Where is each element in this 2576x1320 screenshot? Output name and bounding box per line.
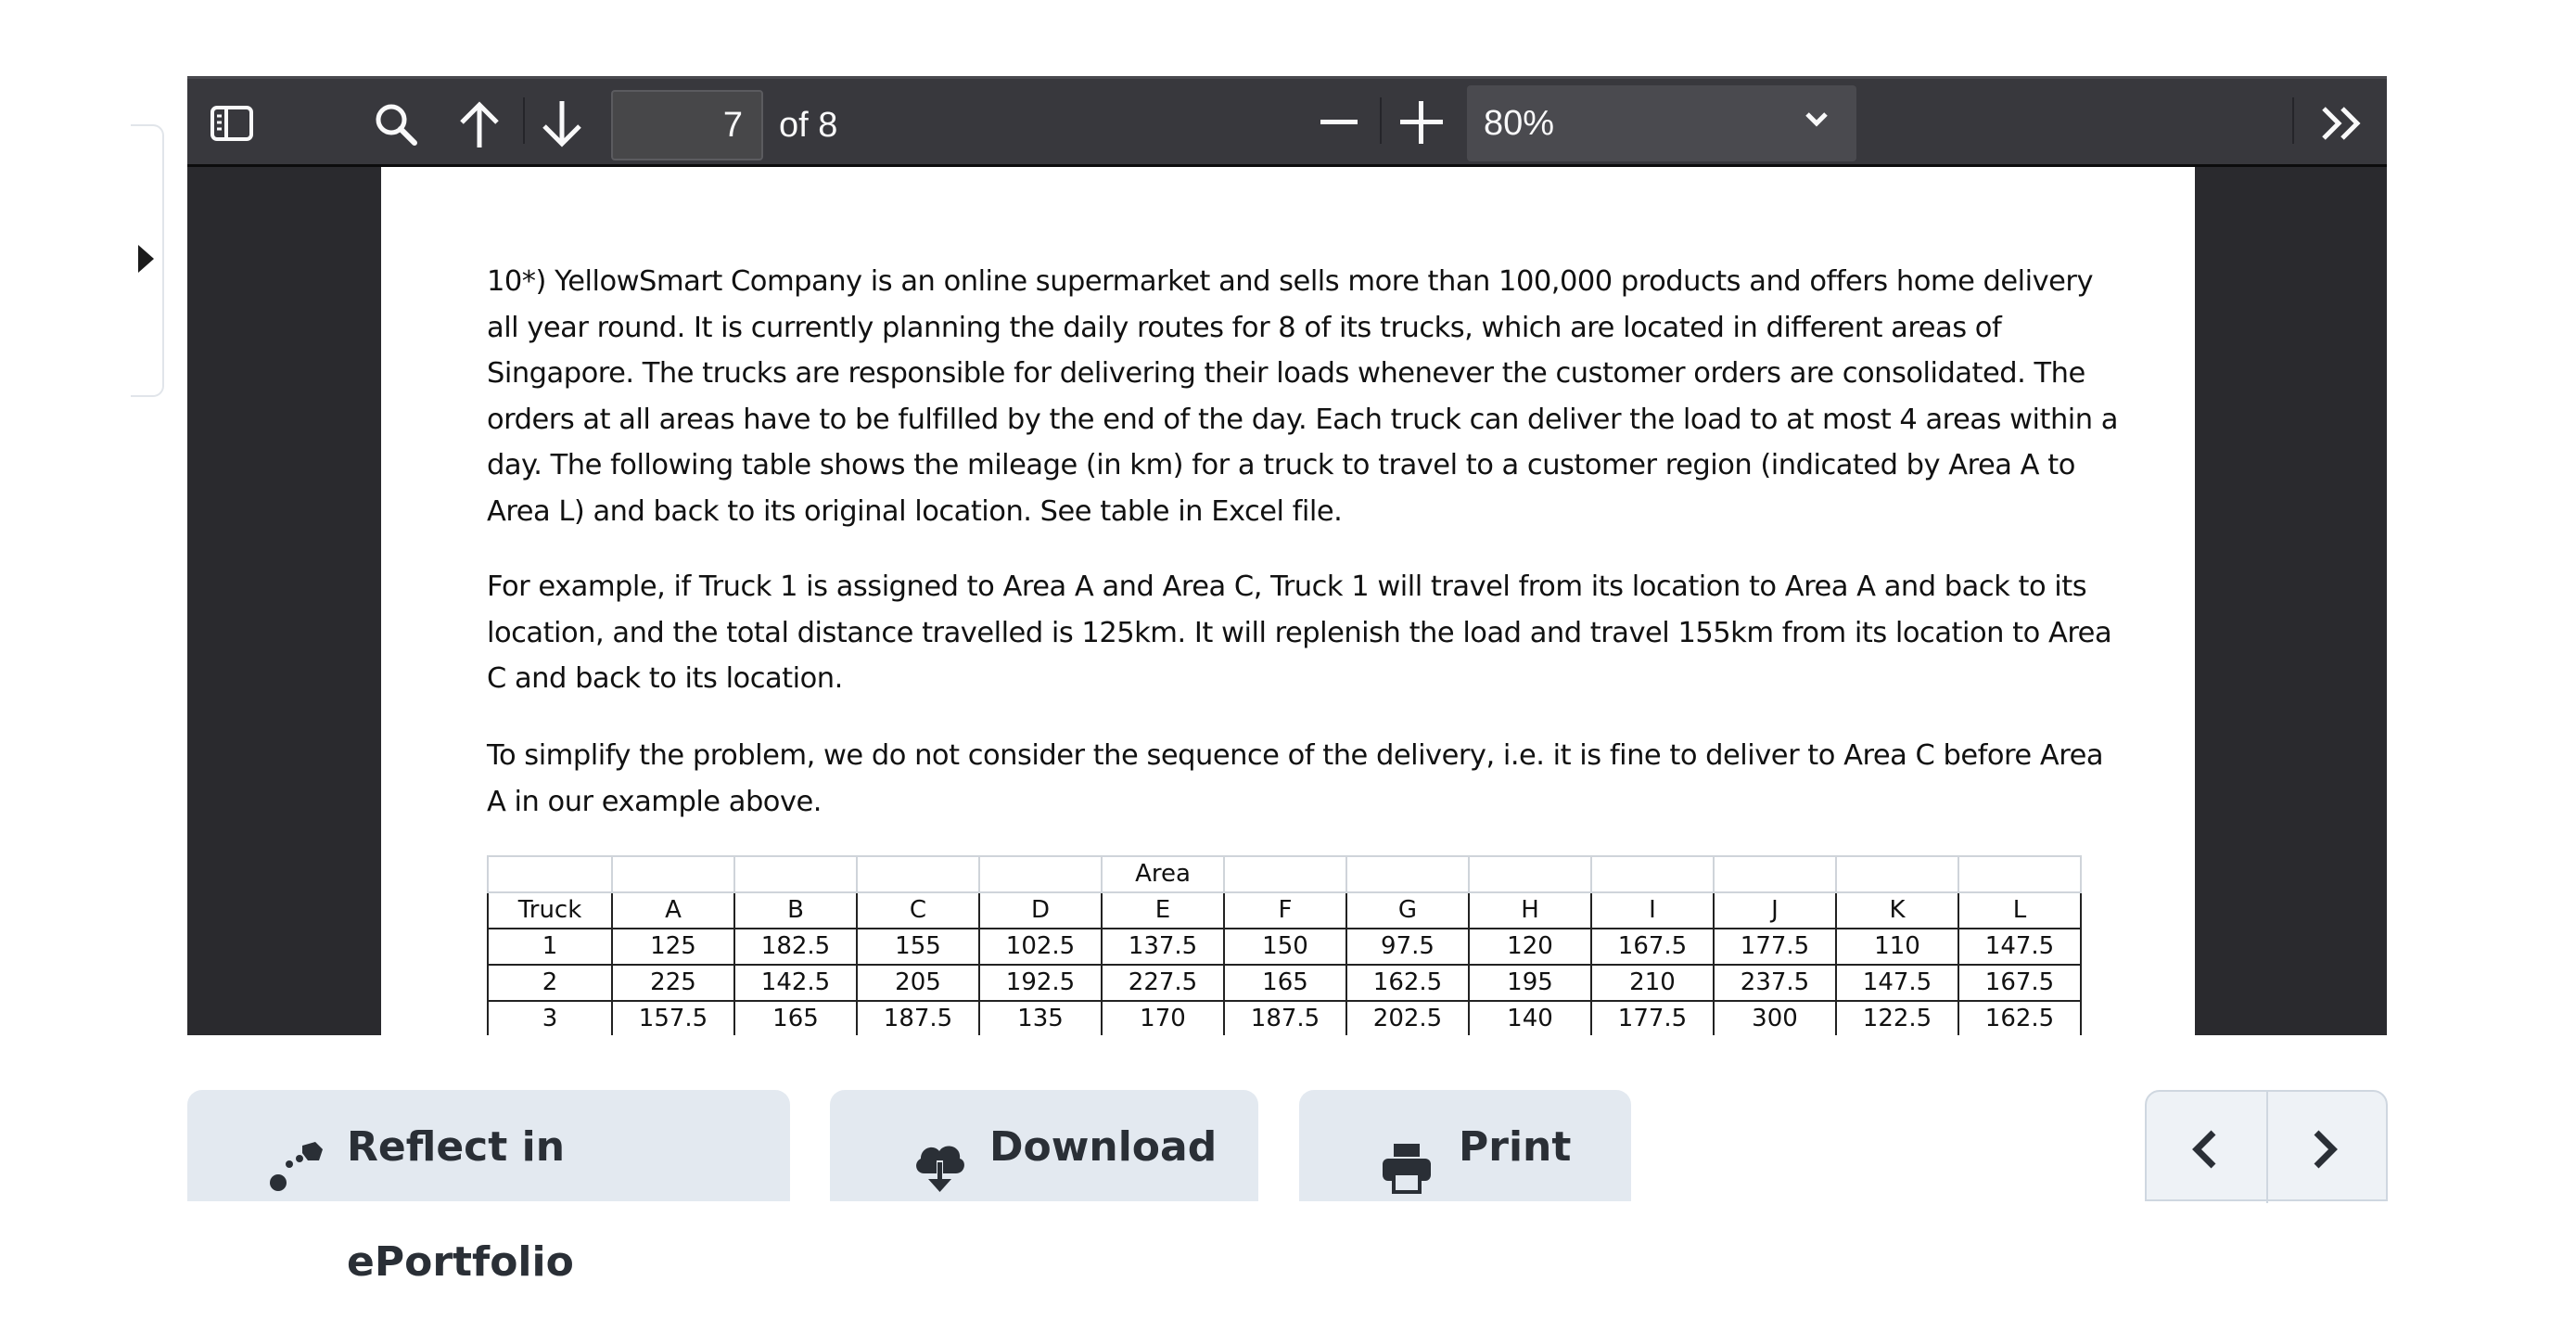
table-cell: 177.5 [1591, 1001, 1714, 1035]
share-icon [269, 1123, 325, 1238]
table-row [488, 929, 2081, 965]
chevron-left-icon [2187, 1129, 2221, 1170]
download-button[interactable] [830, 1090, 1258, 1201]
pdf-page [381, 167, 2195, 1035]
table-caption: Area [1102, 856, 1224, 892]
table-cell: 142.5 [734, 965, 857, 1001]
minus-icon[interactable] [1320, 120, 1358, 127]
table-cell: 147.5 [1836, 965, 1958, 1001]
cloud-download-icon [912, 1123, 967, 1238]
table-cell: 162.5 [1958, 1001, 2081, 1035]
table-cell: 202.5 [1346, 1001, 1469, 1035]
table-cell: 167.5 [1958, 965, 2081, 1001]
page-navigation [2145, 1090, 2388, 1201]
previous-button[interactable] [2147, 1092, 2265, 1201]
table-cell: 110 [1836, 929, 1958, 965]
table-cell: 225 [612, 965, 734, 1001]
chevron-down-icon [1804, 111, 1829, 133]
table-cell: 137.5 [1102, 929, 1224, 965]
table-cell: 177.5 [1714, 929, 1836, 965]
chevron-right-icon [2309, 1129, 2342, 1170]
print-button[interactable] [1299, 1090, 1631, 1201]
table-header: K [1836, 892, 1958, 929]
table-cell: 140 [1469, 1001, 1591, 1035]
zoom-select[interactable] [1467, 85, 1856, 161]
mileage-table [487, 855, 2082, 1035]
table-cell: 187.5 [1224, 1001, 1346, 1035]
print-label: Print [1459, 1123, 1572, 1171]
table-cell: 162.5 [1346, 965, 1469, 1001]
table-header: H [1469, 892, 1591, 929]
table-header: J [1714, 892, 1836, 929]
table-cell: 1 [488, 929, 612, 965]
table-cell: 125 [612, 929, 734, 965]
table-cell: 210 [1591, 965, 1714, 1001]
table-header: G [1346, 892, 1469, 929]
next-button[interactable] [2268, 1092, 2387, 1201]
table-header: Truck [488, 892, 612, 929]
table-header: L [1958, 892, 2081, 929]
table-cell: 102.5 [979, 929, 1102, 965]
table-cell: 237.5 [1714, 965, 1836, 1001]
table-caption-row [488, 856, 2081, 892]
table-cell: 227.5 [1102, 965, 1224, 1001]
reflect-label: Reflect in ePortfolio [347, 1123, 574, 1286]
table-header: I [1591, 892, 1714, 929]
table-header: A [612, 892, 734, 929]
arrow-down-icon[interactable] [541, 99, 583, 149]
table-header-row [488, 892, 2081, 929]
page-count-label: of 8 [779, 106, 838, 145]
pdf-viewer [187, 76, 2387, 1035]
table-cell: 135 [979, 1001, 1102, 1035]
table-header: D [979, 892, 1102, 929]
table-cell: 195 [1469, 965, 1591, 1001]
download-label: Download [989, 1123, 1218, 1171]
table-cell: 165 [1224, 965, 1346, 1001]
printer-icon [1381, 1123, 1433, 1238]
sidebar-expand-tab[interactable] [131, 124, 164, 397]
page-number-input[interactable]: 7 [611, 90, 763, 160]
table-cell: 150 [1224, 929, 1346, 965]
table-cell: 187.5 [857, 1001, 979, 1035]
table-header: C [857, 892, 979, 929]
simplification-paragraph: To simplify the problem, we do not consider the sequence of the delivery, i.e. it is fine to deliver to Area C before Area A in our example above. [487, 739, 2104, 818]
table-cell: 120 [1469, 929, 1591, 965]
sidebar-toggle-icon[interactable] [210, 105, 254, 142]
table-cell: 157.5 [612, 1001, 734, 1035]
table-cell: 165 [734, 1001, 857, 1035]
table-cell: 205 [857, 965, 979, 1001]
pdf-toolbar [187, 76, 2387, 167]
search-icon[interactable] [373, 101, 419, 147]
reflect-in-eportfolio-button[interactable] [187, 1090, 790, 1286]
table-cell: 182.5 [734, 929, 857, 965]
zoom-value: 80% [1484, 104, 1555, 143]
table-row [488, 1001, 2081, 1035]
table-cell: 2 [488, 965, 612, 1001]
table-cell: 300 [1714, 1001, 1836, 1035]
caret-right-icon [138, 245, 154, 273]
table-cell: 147.5 [1958, 929, 2081, 965]
table-cell: 192.5 [979, 965, 1102, 1001]
problem-paragraph: 10*) YellowSmart Company is an online supermarket and sells more than 100,000 products and offers home delivery all year round. It is currently planning the daily routes for 8 of its trucks, which are located in different areas of Singapore. The trucks are responsible for delivering their loads whenever the customer orders are consolidated. The orders at all areas have to be fulfilled by the end of the day. Each truck can deliver the load to at most 4 areas within a day. The following table shows the mileage (in km) for a truck to travel to a customer region (indicated by Area A to Area L) and back to its original location. See table in Excel file. [487, 265, 2118, 528]
table-header: B [734, 892, 857, 929]
table-cell: 97.5 [1346, 929, 1469, 965]
table-cell: 122.5 [1836, 1001, 1958, 1035]
table-header: F [1224, 892, 1346, 929]
example-paragraph: For example, if Truck 1 is assigned to Area A and Area C, Truck 1 will travel from its location to Area A and back to its location, and the total distance travelled is 125km. It will replenish the load and travel 155km from its location to Area C and back to its location. [487, 570, 2112, 695]
table-cell: 155 [857, 929, 979, 965]
arrow-up-icon[interactable] [458, 99, 501, 149]
table-row [488, 965, 2081, 1001]
plus-icon[interactable] [1400, 101, 1443, 144]
double-chevron-right-icon[interactable] [2320, 105, 2365, 142]
table-cell: 170 [1102, 1001, 1224, 1035]
table-cell: 3 [488, 1001, 612, 1035]
table-header: E [1102, 892, 1224, 929]
table-cell: 167.5 [1591, 929, 1714, 965]
